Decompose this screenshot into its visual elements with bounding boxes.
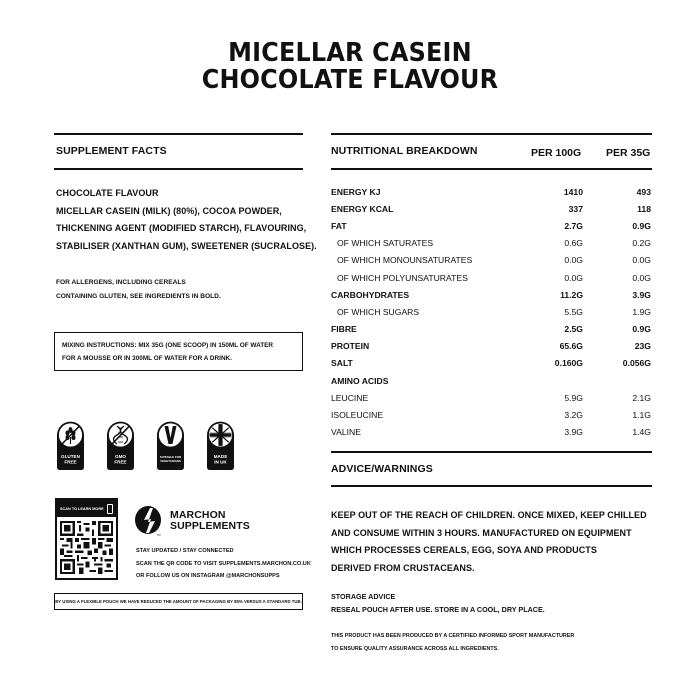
brand-line-2: SUPPLEMENTS <box>170 520 250 532</box>
divider <box>331 168 652 170</box>
vegetarian-v-icon <box>154 418 187 471</box>
nutrient-label: LEUCINE <box>331 392 369 403</box>
nutrition-row <box>331 321 651 338</box>
packaging-note-box <box>54 593 303 610</box>
svg-text:FREE: FREE <box>64 459 77 465</box>
advice-line: DERIVED FROM CRUSTACEANS. <box>331 562 475 573</box>
divider <box>54 168 303 170</box>
value-per-35g: 3.9G <box>632 289 651 300</box>
brand-line-1: MARCHON <box>170 509 226 521</box>
connect-line: SCAN THE QR CODE TO VISIT SUPPLEMENTS.MARCHON.CO.UK <box>136 560 311 567</box>
value-per-35g: 1.9G <box>632 306 651 317</box>
nutrition-row <box>331 406 651 423</box>
value-per-100g: 65.6G <box>559 341 583 352</box>
nutrition-row <box>331 286 651 303</box>
brand-name <box>170 510 250 532</box>
value-per-100g: 0.160G <box>554 358 583 369</box>
nutrient-label: PROTEIN <box>331 341 370 352</box>
advice-line: WHICH PROCESSES CEREALS, EGG, SOYA AND PRODUCTS <box>331 545 597 555</box>
informed-sport-note <box>331 630 574 655</box>
informed-line: TO ENSURE QUALITY ASSURANCE ACROSS ALL INGREDIENTS. <box>331 645 499 652</box>
value-per-35g: 2.1G <box>632 392 651 403</box>
advice-line: KEEP OUT OF THE REACH OF CHILDREN. ONCE MIXED, KEEP CHILLED <box>331 510 647 520</box>
phone-icon <box>107 504 113 514</box>
nutrition-row <box>331 389 651 406</box>
nutrition-row <box>331 269 651 286</box>
title-line-1: MICELLAR CASEIN <box>228 38 472 68</box>
svg-text:SUITABLE FOR: SUITABLE FOR <box>159 455 182 459</box>
connect-line: STAY UPDATED / STAY CONNECTED <box>136 548 234 554</box>
value-per-35g: 1.1G <box>632 410 651 421</box>
nutrient-label: OF WHICH MONOUNSATURATES <box>337 255 473 266</box>
svg-text:VEGETARIANS: VEGETARIANS <box>160 459 181 463</box>
value-per-100g: 0.6G <box>564 238 583 249</box>
mixing-line: FOR A MOUSSE OR IN 300ML OF WATER FOR A DRINK. <box>62 355 232 362</box>
value-per-100g: 2.7G <box>564 220 583 231</box>
col-header-per-100g: PER 100G <box>531 147 582 159</box>
qr-code-panel[interactable] <box>55 498 118 580</box>
allergen-note <box>56 276 221 303</box>
value-per-35g: 0.9G <box>632 324 651 335</box>
value-per-35g: 0.056G <box>622 358 651 369</box>
value-per-35g: 23G <box>634 341 651 352</box>
value-per-100g: 11.2G <box>560 289 583 300</box>
gmo-free-badge <box>104 418 137 471</box>
value-per-100g: 0.0G <box>564 272 583 283</box>
mixing-line: MIXING INSTRUCTIONS: MIX 35G (ONE SCOOP) IN 150ML OF WATER <box>62 342 274 349</box>
supplement-facts-heading: SUPPLEMENT FACTS <box>56 145 167 157</box>
divider <box>331 133 652 135</box>
nutrient-label: ENERGY KCAL <box>331 203 394 214</box>
vegetarian-badge <box>154 418 187 471</box>
gluten-free-badge <box>54 418 87 471</box>
product-title <box>0 40 700 94</box>
value-per-35g: 118 <box>637 203 651 214</box>
connect-line: OR FOLLOW US ON INSTAGRAM @MARCHONSUPPS <box>136 573 280 579</box>
nutrition-row <box>331 303 651 320</box>
marchon-logo-icon <box>134 505 164 537</box>
nutrition-row <box>331 235 651 252</box>
informed-line: THIS PRODUCT HAS BEEN PRODUCED BY A CERTIFIED INFORMED SPORT MANUFACTURER <box>331 633 575 639</box>
storage-heading: STORAGE ADVICE <box>331 592 396 601</box>
nutrition-heading: NUTRITIONAL BREAKDOWN <box>331 145 478 157</box>
made-in-uk-badge <box>204 418 237 471</box>
col-header-per-35g: PER 35G <box>606 147 651 159</box>
connect-info <box>136 545 311 583</box>
svg-text:TM: TM <box>157 534 161 537</box>
value-per-35g: 0.0G <box>632 255 651 266</box>
qr-header-label: SCAN TO LEARN MORE <box>60 506 104 511</box>
svg-text:FREE: FREE <box>114 459 127 465</box>
nutrient-label: AMINO ACIDS <box>331 375 389 386</box>
union-jack-icon <box>204 418 237 471</box>
nutrition-row <box>331 217 651 234</box>
nutrition-row <box>331 424 651 441</box>
value-per-100g: 3.2G <box>564 410 583 421</box>
value-per-100g: 5.5G <box>564 306 583 317</box>
advice-line: AND CONSUME WITHIN 3 HOURS. MANUFACTURED ON EQUIPMENT <box>331 527 632 538</box>
nutrient-label: VALINE <box>331 427 361 438</box>
nutrition-row <box>331 252 651 269</box>
storage-text: RESEAL POUCH AFTER USE. STORE IN A COOL, DRY PLACE. <box>331 605 545 614</box>
packaging-note: BY USING A FLEXIBLE POUCH WE HAVE REDUCED THE AMOUNT OF PACKAGING BY 85% VERSUS A STANDARD TUB. <box>55 599 302 604</box>
title-line-2: CHOCOLATE FLAVOUR <box>201 65 499 95</box>
divider <box>331 451 652 453</box>
svg-text:IN UK: IN UK <box>214 459 227 465</box>
nutrient-label: FAT <box>331 220 347 231</box>
mixing-instructions-box <box>54 332 303 371</box>
nutrient-label: OF WHICH SATURATES <box>337 238 434 249</box>
value-per-35g: 493 <box>636 186 651 197</box>
wheat-crossed-icon <box>54 418 87 471</box>
qr-header <box>57 500 116 517</box>
nutrient-label: OF WHICH POLYUNSATURATES <box>337 272 468 283</box>
ingredients-line: THICKENING AGENT (MODIFIED STARCH), FLAVOURING, <box>56 223 307 233</box>
divider <box>54 133 303 135</box>
value-per-100g: 1410 <box>563 186 583 197</box>
allergen-line: CONTAINING GLUTEN, SEE INGREDIENTS IN BOLD. <box>56 292 221 300</box>
value-per-35g: 1.4G <box>632 427 651 438</box>
value-per-100g: 5.9G <box>564 392 583 403</box>
nutrient-label: FIBRE <box>331 324 357 335</box>
ingredients-line: CHOCOLATE FLAVOUR <box>56 188 159 198</box>
qr-code[interactable] <box>57 517 116 578</box>
allergen-line: FOR ALLERGENS, INCLUDING CEREALS <box>56 279 186 286</box>
nutrition-row <box>331 338 651 355</box>
value-per-100g: 337 <box>568 203 583 214</box>
value-per-100g: 2.5G <box>564 324 583 335</box>
divider <box>331 485 652 487</box>
nutrient-label: ENERGY KJ <box>331 186 381 197</box>
advice-heading: ADVICE/WARNINGS <box>331 463 433 475</box>
certification-badges <box>54 418 237 471</box>
nutrition-row <box>331 372 651 389</box>
svg-text:GLUTEN: GLUTEN <box>61 454 80 459</box>
value-per-35g: 0.9G <box>632 220 651 231</box>
value-per-100g: 0.0G <box>564 255 583 266</box>
nutrition-row <box>331 183 651 200</box>
svg-text:GMO: GMO <box>115 454 126 459</box>
svg-text:MADE: MADE <box>213 454 228 459</box>
ingredients-list <box>56 185 317 255</box>
nutrient-label: OF WHICH SUGARS <box>337 306 420 317</box>
value-per-35g: 0.2G <box>632 238 651 249</box>
value-per-100g: 3.9G <box>564 427 583 438</box>
ingredients-line: STABILISER (XANTHAN GUM), SWEETENER (SUCRALOSE). <box>56 240 317 251</box>
ingredients-line: MICELLAR CASEIN (MILK) (80%), COCOA POWDER, <box>56 205 282 216</box>
nutrient-label: CARBOHYDRATES <box>331 289 410 300</box>
value-per-35g: 0.0G <box>632 272 651 283</box>
advice-text <box>331 507 647 577</box>
storage-advice <box>331 590 545 616</box>
dna-crossed-icon <box>104 418 137 471</box>
brand-logo <box>134 505 250 537</box>
nutrient-label: ISOLEUCINE <box>331 410 384 421</box>
qr-code-icon <box>60 520 113 575</box>
nutrition-table <box>331 183 651 441</box>
nutrient-label: SALT <box>331 358 353 369</box>
nutrition-row <box>331 355 651 372</box>
nutrition-row <box>331 200 651 217</box>
